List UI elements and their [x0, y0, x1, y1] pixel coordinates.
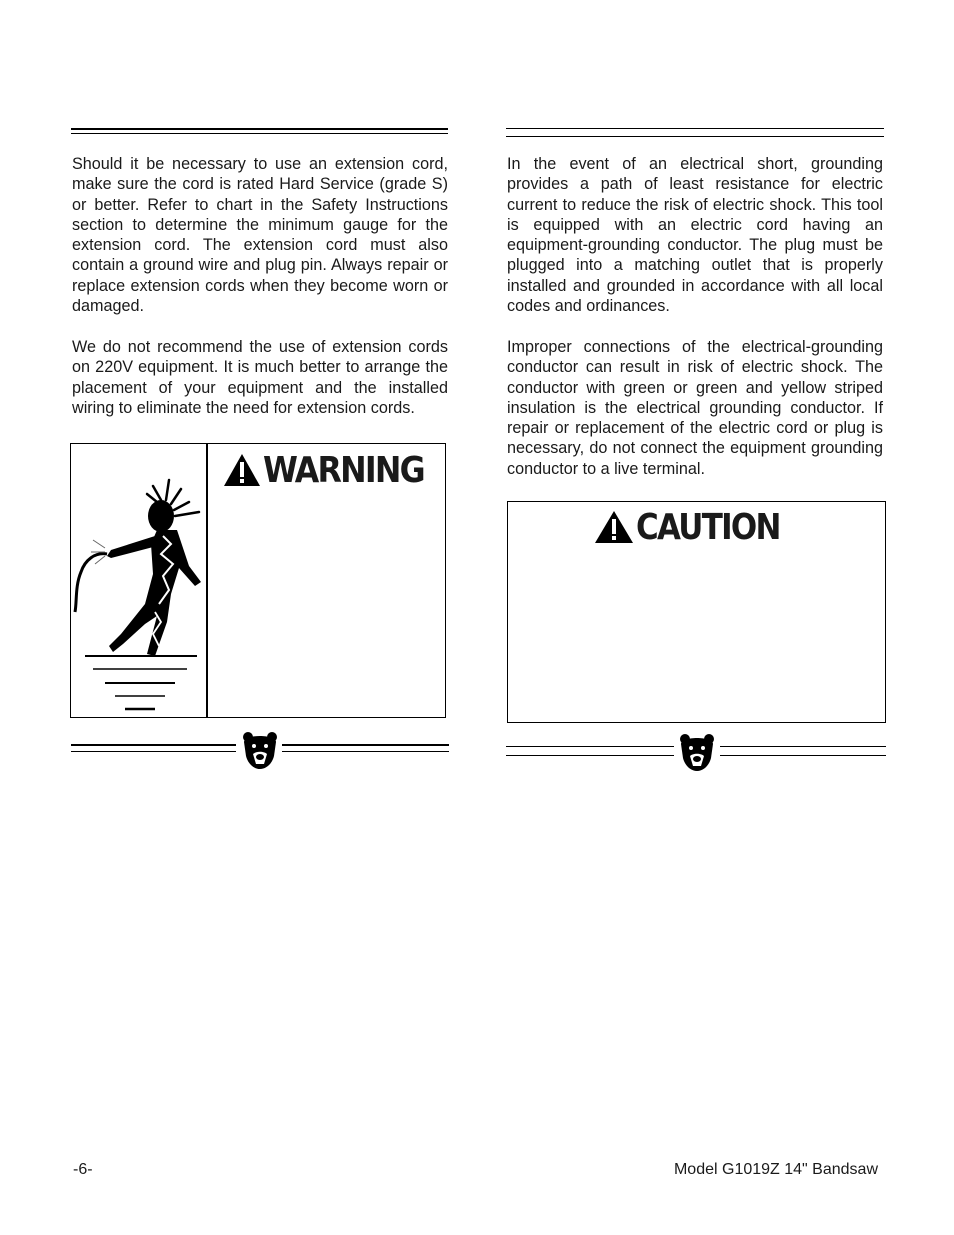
warning-box	[70, 443, 446, 718]
right-section-end-divider	[506, 732, 886, 772]
left-section-header-rule	[71, 128, 448, 134]
page-number: -6-	[73, 1161, 93, 1178]
electric-shock-icon	[71, 444, 205, 716]
model-name: Model G1019Z 14" Bandsaw	[673, 1161, 878, 1178]
warning-title	[223, 450, 446, 490]
extension-cord-paragraph: Should it be necessary to use an extension cord, make sure the cord is rated Hard Service (grade S) or better. Refer to chart in the Safety Instructions section to determine the minimum gauge for the extension cord. The extension cord must also contain a ground wire and plug pin. Always repair or replace extension cords when they become worn or damaged.	[72, 155, 448, 316]
right-section-header-rule	[506, 128, 884, 137]
grounding-paragraph: In the event of an electrical short, grounding provides a path of least resistance for electric current to reduce the risk of electric shock. This tool is equipped with an electric cord having an equipment-grounding conductor. The plug must be plugged into a matching outlet that is properly installed and grounded in accordance with all local codes and ordinances.	[507, 155, 883, 316]
caution-box	[507, 501, 886, 723]
warning-box-divider	[206, 444, 208, 717]
bear-logo-icon	[677, 732, 717, 772]
warning-triangle-icon	[223, 453, 261, 487]
left-section-end-divider	[71, 730, 449, 770]
caution-title-text: CAUTION	[636, 506, 780, 548]
grounding-conductor-paragraph: Improper connections of the electrical-grounding conductor can result in risk of electric shock. The conductor with green or green and yellow striped insulation is the electrical grounding conductor. If repair or replacement of the electric cord or plug is necessary, do not connect the equipment grounding conductor to a live terminal.	[507, 338, 883, 478]
warning-title-text: WARNING	[263, 449, 424, 491]
extension-cord-220v-paragraph: We do not recommend the use of extension cords on 220V equipment. It is much better to arrange the placement of your equipment and the installed wiring to eliminate the need for extension cords.	[72, 338, 448, 417]
caution-triangle-icon	[594, 510, 634, 544]
caution-title	[594, 506, 803, 548]
bear-logo-icon	[240, 730, 280, 770]
